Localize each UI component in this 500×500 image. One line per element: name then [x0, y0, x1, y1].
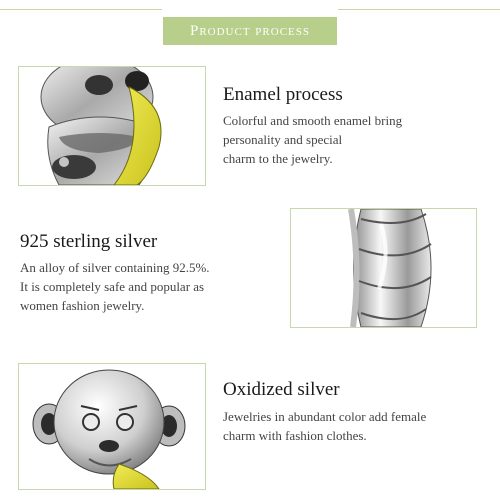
monkey-charm-closeup-illustration	[19, 67, 205, 185]
enamel-product-image	[18, 66, 206, 186]
silver-product-image	[290, 208, 477, 328]
description-line: Jewelries in abundant color add female	[223, 409, 427, 424]
section-description-enamel	[223, 111, 473, 168]
section-description-sterling-silver	[20, 258, 270, 315]
description-line: An alloy of silver containing 92.5%.	[20, 260, 210, 275]
top-rule-left	[0, 9, 162, 10]
section-banner	[163, 17, 337, 45]
description-line: charm to the jewelry.	[223, 151, 333, 166]
description-line: personality and special	[223, 132, 343, 147]
description-line: charm with fashion clothes.	[223, 428, 367, 443]
banner-title: Product process	[189, 22, 310, 39]
silver-spacer-bead-illustration	[291, 209, 476, 327]
section-heading-oxidized-silver: Oxidized silver	[223, 379, 340, 400]
section-description-oxidized-silver	[223, 407, 488, 445]
description-line: women fashion jewelry.	[20, 298, 145, 313]
oxidized-product-image	[18, 363, 206, 490]
top-rule-right	[338, 9, 500, 10]
description-line: It is completely safe and popular as	[20, 279, 205, 294]
monkey-face-charm-illustration	[19, 364, 205, 489]
section-heading-sterling-silver: 925 sterling silver	[20, 231, 158, 252]
section-heading-enamel: Enamel process	[223, 84, 343, 105]
description-line: Colorful and smooth enamel bring	[223, 113, 403, 128]
